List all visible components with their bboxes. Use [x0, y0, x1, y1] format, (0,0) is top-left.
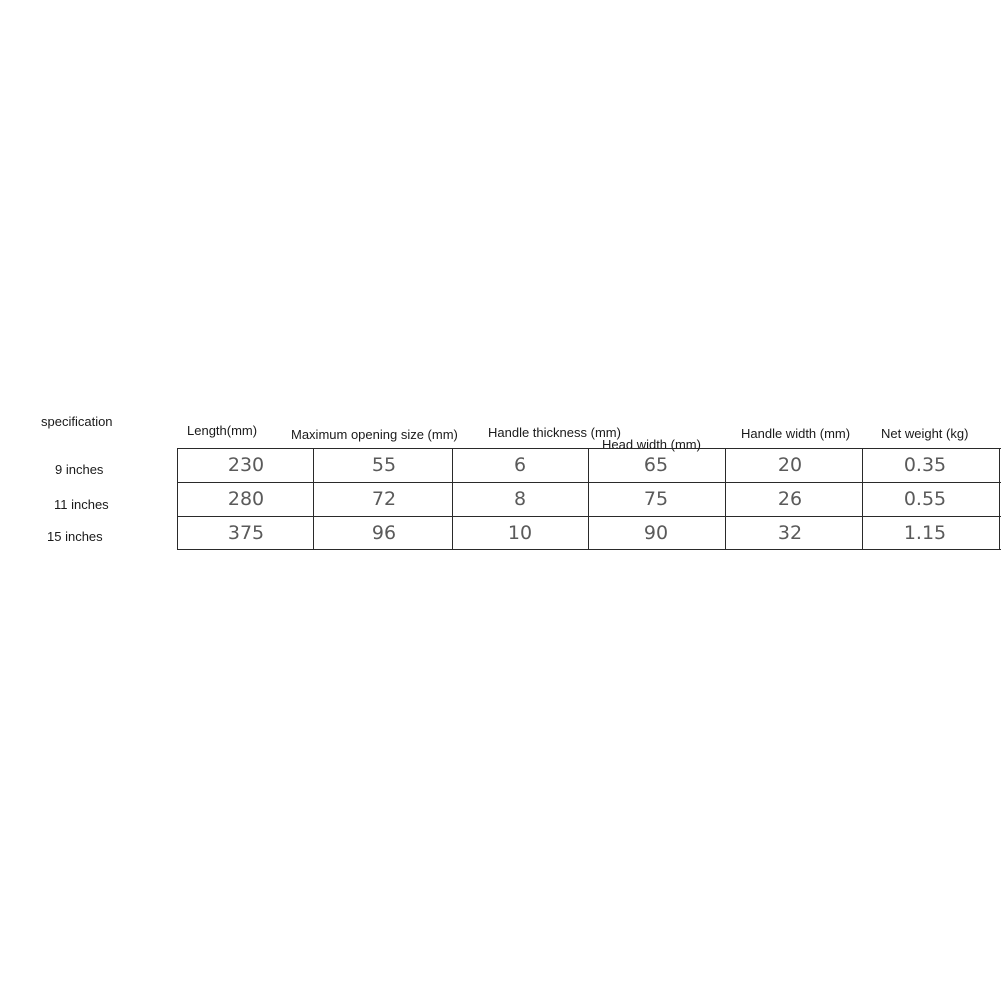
column-header-length: Length(mm): [187, 423, 258, 438]
table-cell: 72: [371, 488, 397, 510]
column-header-max-opening: Maximum opening size (mm): [291, 427, 458, 442]
table-cell: 20: [777, 454, 803, 476]
table-cell: 32: [777, 522, 803, 544]
table-cell: 10: [507, 522, 533, 544]
column-header-handle-width: Handle width (mm): [741, 426, 851, 441]
table-cell: 75: [643, 488, 669, 510]
row-label-9-inches: 9 inches: [55, 462, 104, 477]
column-header-head-width: Head width (mm): [602, 437, 701, 452]
column-header-handle-thickness: Handle thickness (mm): [488, 425, 621, 440]
table-cell: 375: [227, 522, 265, 544]
row-label-15-inches: 15 inches: [47, 529, 103, 544]
table-cell: 26: [777, 488, 803, 510]
table-cell: 55: [371, 454, 397, 476]
table-cell: 280: [227, 488, 265, 510]
table-cell: 6: [513, 454, 527, 476]
table-cell: 230: [227, 454, 265, 476]
column-header-net-weight: Net weight (kg): [881, 426, 969, 441]
table-cell: 65: [643, 454, 669, 476]
table-line-col6: [999, 448, 1000, 550]
table-cell: 90: [643, 522, 669, 544]
table-cell: 96: [371, 522, 397, 544]
row-label-11-inches: 11 inches: [54, 497, 109, 512]
corner-label-specification: specification: [41, 414, 113, 429]
table-cell: 0.55: [903, 488, 947, 510]
table-cell: 1.15: [903, 522, 947, 544]
table-cell: 0.35: [903, 454, 947, 476]
table-cell: 8: [513, 488, 527, 510]
